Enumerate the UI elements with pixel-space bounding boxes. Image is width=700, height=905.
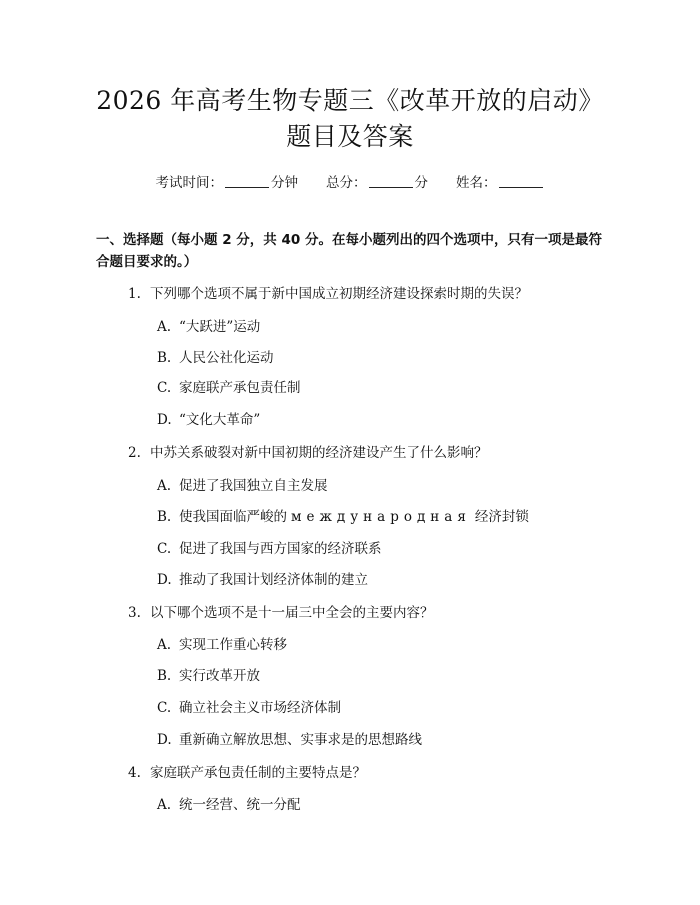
- option-letter: A.: [157, 797, 172, 813]
- question-3-option-b: [157, 664, 260, 684]
- option-text: 实行改革开放: [179, 668, 260, 684]
- option-text: 重新确立解放思想、实事求是的思想路线: [179, 732, 422, 748]
- option-letter: B.: [157, 668, 172, 684]
- question-4: [128, 761, 366, 781]
- question-1-option-d: [157, 408, 260, 428]
- question-2-option-d: [157, 568, 368, 588]
- option-text-post: 经济封锁: [474, 509, 529, 525]
- name-blank: [499, 175, 543, 188]
- option-letter: B.: [157, 509, 172, 525]
- option-text: “文化大革命”: [179, 412, 261, 428]
- option-text-pre: 使我国面临严峻的: [179, 509, 287, 525]
- option-text: 家庭联产承包责任制: [179, 380, 301, 396]
- question-text: 下列哪个选项不属于新中国成立初期经济建设探索时期的失误？: [150, 286, 528, 302]
- option-text: 统一经营、统一分配: [179, 797, 301, 813]
- option-text: 促进了我国独立自主发展: [179, 478, 328, 494]
- question-2-option-a: [157, 474, 328, 494]
- document-title: 2026 年高考生物专题三《改革开放的启动》: [96, 86, 604, 115]
- option-text: 确立社会主义市场经济体制: [179, 700, 341, 716]
- option-letter: B.: [157, 350, 172, 366]
- question-3-option-c: [157, 696, 341, 716]
- question-3-option-d: [157, 728, 422, 748]
- option-letter: A.: [157, 637, 172, 653]
- name-label: 姓名：: [456, 175, 497, 191]
- exam-time-field: [156, 171, 299, 191]
- question-number: 2.: [128, 445, 141, 461]
- question-2: [128, 441, 488, 461]
- total-score-unit: 分: [414, 175, 428, 191]
- question-1-option-b: [157, 346, 274, 366]
- option-letter: D.: [157, 732, 172, 748]
- option-letter: D.: [157, 572, 172, 588]
- question-1-option-a: [157, 315, 260, 335]
- question-number: 4.: [128, 765, 141, 781]
- total-score-field: [326, 171, 428, 191]
- exam-time-blank: [225, 175, 269, 188]
- exam-time-unit: 分钟: [271, 175, 298, 191]
- option-letter: C.: [157, 700, 172, 716]
- option-text: 推动了我国计划经济体制的建立: [179, 572, 368, 588]
- option-letter: C.: [157, 541, 172, 557]
- option-letter: A.: [157, 319, 172, 335]
- option-letter: A.: [157, 478, 172, 494]
- option-text: 人民公社化运动: [179, 350, 274, 366]
- question-number: 3.: [128, 605, 141, 621]
- question-2-option-b: [157, 505, 529, 525]
- question-1: [128, 282, 528, 302]
- question-text: 家庭联产承包责任制的主要特点是？: [150, 765, 366, 781]
- option-text: 实现工作重心转移: [179, 637, 287, 653]
- question-4-option-a: [157, 793, 301, 813]
- total-score-blank: [369, 175, 413, 188]
- total-score-label: 总分：: [326, 175, 367, 191]
- question-text: 以下哪个选项不是十一届三中全会的主要内容？: [150, 605, 434, 621]
- option-letter: C.: [157, 380, 172, 396]
- option-text: “大跃进”运动: [179, 319, 261, 335]
- question-3: [128, 601, 434, 621]
- exam-meta: [0, 171, 700, 191]
- document-subtitle: 题目及答案: [286, 122, 414, 151]
- section-heading: 一、选择题（每小题 2 分，共 40 分。在每小题列出的四个选项中，只有一项是最符合题目要求的。）: [96, 232, 602, 270]
- option-letter: D.: [157, 412, 172, 428]
- question-text: 中苏关系破裂对新中国初期的经济建设产生了什么影响？: [150, 445, 488, 461]
- option-text-foreign: международная: [291, 509, 471, 525]
- option-text: 促进了我国与西方国家的经济联系: [179, 541, 382, 557]
- question-2-option-c: [157, 537, 382, 557]
- question-1-option-c: [157, 376, 301, 396]
- question-number: 1.: [128, 286, 141, 302]
- exam-time-label: 考试时间：: [155, 175, 223, 191]
- name-field: [456, 171, 545, 191]
- question-3-option-a: [157, 633, 287, 653]
